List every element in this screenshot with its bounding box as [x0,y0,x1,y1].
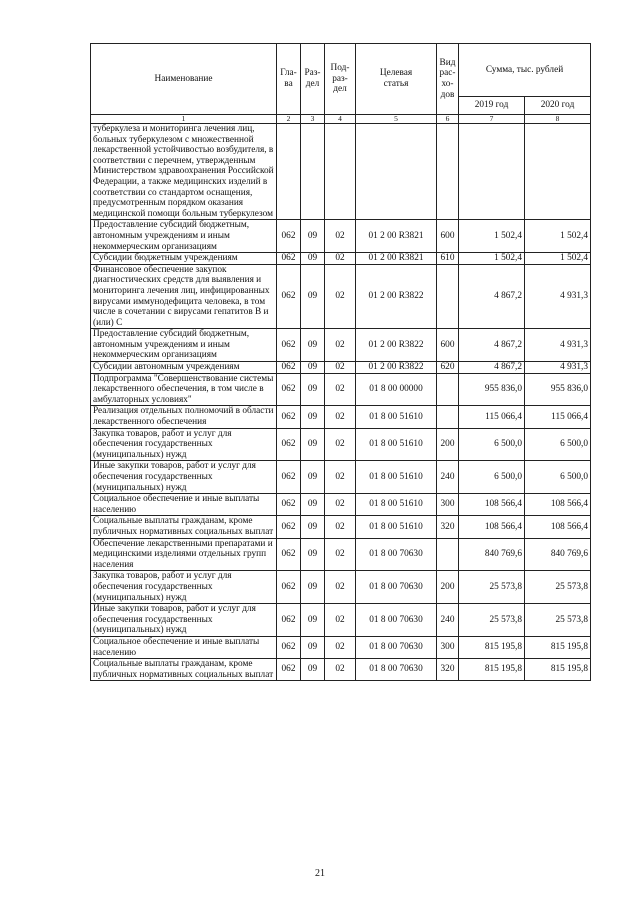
row-sum-2020: 815 195,8 [525,636,591,658]
row-name: Закупка товаров, работ и услуг для обеспечения государственных (муниципальных) нужд [91,428,277,461]
row-name: Иные закупки товаров, работ и услуг для обеспечения государственных (муниципальных) нужд [91,461,277,494]
row-name: Подпрограмма "Совершенствование системы лекарственного обеспечения, в том числе в амбулаторных условиях" [91,373,277,406]
column-number: 7 [459,115,525,124]
table-row [91,636,591,658]
table-row [91,362,591,374]
row-razdel: 09 [301,220,325,253]
table-row [91,124,591,220]
column-number: 3 [301,115,325,124]
row-razdel: 09 [301,538,325,571]
row-glava [277,124,301,220]
row-razdel: 09 [301,253,325,265]
row-sum-2020: 1 502,4 [525,253,591,265]
column-number: 4 [325,115,356,124]
row-name: Социальные выплаты гражданам, кроме публичных нормативных социальных выплат [91,516,277,538]
table-header [91,44,591,124]
table-row [91,461,591,494]
row-sum-2020: 25 573,8 [525,604,591,637]
row-name: Предоставление субсидий бюджетным, автономным учреждениям и иным некоммерческим организациям [91,329,277,362]
row-target-article: 01 8 00 70630 [356,538,437,571]
row-expense-type [437,264,459,329]
row-sum-2020: 4 931,3 [525,264,591,329]
row-glava: 062 [277,373,301,406]
header-sum: Сумма, тыс. рублей [459,44,591,97]
row-target-article: 01 2 00 R3822 [356,329,437,362]
row-expense-type: 200 [437,571,459,604]
row-podrazdel: 02 [325,636,356,658]
table-row [91,659,591,681]
row-target-article [356,124,437,220]
header-target: Целевая статья [356,44,437,115]
row-sum-2020: 115 066,4 [525,406,591,428]
row-target-article: 01 8 00 51610 [356,461,437,494]
header-podrazdel: Под- раз- дел [325,44,356,115]
row-expense-type: 200 [437,428,459,461]
column-number: 2 [277,115,301,124]
row-glava: 062 [277,253,301,265]
row-sum-2020: 108 566,4 [525,494,591,516]
row-target-article: 01 8 00 70630 [356,604,437,637]
row-sum-2019: 1 502,4 [459,253,525,265]
row-glava: 062 [277,494,301,516]
row-razdel: 09 [301,461,325,494]
row-razdel: 09 [301,428,325,461]
row-podrazdel: 02 [325,659,356,681]
row-razdel: 09 [301,373,325,406]
row-name: Субсидии бюджетным учреждениям [91,253,277,265]
header-vid: Вид рас- хо- дов [437,44,459,115]
row-glava: 062 [277,659,301,681]
row-glava: 062 [277,428,301,461]
column-number: 8 [525,115,591,124]
row-name: Финансовое обеспечение закупок диагностических средств для выявления и мониторинга лечения лиц, инфицированных вирусами иммунодефицита человека, в том числе в сочетании с вирусами гепатитов В и (или) С [91,264,277,329]
row-expense-type [437,406,459,428]
row-razdel: 09 [301,406,325,428]
row-target-article: 01 2 00 R3821 [356,253,437,265]
row-glava: 062 [277,571,301,604]
table-row [91,428,591,461]
row-expense-type [437,124,459,220]
table-row [91,373,591,406]
row-podrazdel: 02 [325,428,356,461]
row-name: Обеспечение лекарственными препаратами и медицинскими изделиями отдельных групп населения [91,538,277,571]
column-number: 1 [91,115,277,124]
row-sum-2019 [459,124,525,220]
table-row [91,494,591,516]
row-expense-type [437,538,459,571]
row-glava: 062 [277,636,301,658]
row-glava: 062 [277,604,301,637]
row-name: Реализация отдельных полномочий в области лекарственного обеспечения [91,406,277,428]
table-row [91,538,591,571]
row-podrazdel: 02 [325,406,356,428]
row-target-article: 01 2 00 R3822 [356,362,437,374]
row-sum-2019: 25 573,8 [459,571,525,604]
row-sum-2019: 815 195,8 [459,636,525,658]
header-glava: Гла- ва [277,44,301,115]
row-target-article: 01 8 00 00000 [356,373,437,406]
row-razdel: 09 [301,362,325,374]
row-target-article: 01 2 00 R3822 [356,264,437,329]
row-target-article: 01 2 00 R3821 [356,220,437,253]
row-glava: 062 [277,461,301,494]
row-podrazdel [325,124,356,220]
row-razdel: 09 [301,571,325,604]
row-sum-2020: 815 195,8 [525,659,591,681]
page-number: 21 [315,868,325,879]
row-sum-2020: 25 573,8 [525,571,591,604]
row-sum-2019: 4 867,2 [459,362,525,374]
row-target-article: 01 8 00 51610 [356,494,437,516]
row-sum-2019: 840 769,6 [459,538,525,571]
row-glava: 062 [277,264,301,329]
column-numbers-row [91,115,591,124]
row-expense-type: 610 [437,253,459,265]
budget-table [90,43,591,681]
row-podrazdel: 02 [325,604,356,637]
row-name: Субсидии автономным учреждениям [91,362,277,374]
row-expense-type: 300 [437,494,459,516]
row-sum-2019: 6 500,0 [459,428,525,461]
row-glava: 062 [277,538,301,571]
row-sum-2020: 840 769,6 [525,538,591,571]
table-row [91,329,591,362]
table-row [91,571,591,604]
row-name: туберкулеза и мониторинга лечения лиц, больных туберкулезом с множественной лекарственной устойчивостью возбудителя, в соответствии с перечнем, утвержденным Министерством здравоохранения Российской Федерации, а также медицинских изделий в соответствии со стандартом оснащения, предусмотренным порядком оказания медицинской помощи больным туберкулезом [91,124,277,220]
row-podrazdel: 02 [325,461,356,494]
row-podrazdel: 02 [325,373,356,406]
row-glava: 062 [277,362,301,374]
row-name: Предоставление субсидий бюджетным, автономным учреждениям и иным некоммерческим организациям [91,220,277,253]
column-number: 5 [356,115,437,124]
row-target-article: 01 8 00 70630 [356,571,437,604]
row-glava: 062 [277,406,301,428]
row-sum-2019: 108 566,4 [459,494,525,516]
row-sum-2020: 6 500,0 [525,428,591,461]
row-sum-2020: 1 502,4 [525,220,591,253]
row-podrazdel: 02 [325,220,356,253]
row-podrazdel: 02 [325,516,356,538]
row-sum-2019: 25 573,8 [459,604,525,637]
row-sum-2020: 955 836,0 [525,373,591,406]
row-expense-type [437,373,459,406]
header-year-2020: 2020 год [525,97,591,115]
row-sum-2019: 1 502,4 [459,220,525,253]
row-glava: 062 [277,516,301,538]
row-glava: 062 [277,220,301,253]
table-row [91,604,591,637]
header-name: Наименование [91,44,277,115]
row-razdel: 09 [301,604,325,637]
table-row [91,220,591,253]
row-expense-type: 240 [437,461,459,494]
row-sum-2019: 4 867,2 [459,329,525,362]
row-razdel: 09 [301,264,325,329]
row-podrazdel: 02 [325,329,356,362]
table-row [91,264,591,329]
row-razdel: 09 [301,494,325,516]
row-sum-2020: 108 566,4 [525,516,591,538]
row-razdel: 09 [301,516,325,538]
table-body [91,124,591,681]
row-sum-2019: 115 066,4 [459,406,525,428]
row-podrazdel: 02 [325,571,356,604]
row-target-article: 01 8 00 51610 [356,406,437,428]
row-name: Социальное обеспечение и иные выплаты населению [91,494,277,516]
header-year-2019: 2019 год [459,97,525,115]
row-expense-type: 600 [437,220,459,253]
column-number: 6 [437,115,459,124]
row-sum-2020: 6 500,0 [525,461,591,494]
row-name: Иные закупки товаров, работ и услуг для обеспечения государственных (муниципальных) нужд [91,604,277,637]
row-razdel [301,124,325,220]
row-expense-type: 320 [437,516,459,538]
row-razdel: 09 [301,636,325,658]
table-row [91,516,591,538]
header-razdel: Раз- дел [301,44,325,115]
row-glava: 062 [277,329,301,362]
row-name: Социальные выплаты гражданам, кроме публичных нормативных социальных выплат [91,659,277,681]
row-target-article: 01 8 00 51610 [356,516,437,538]
row-expense-type: 600 [437,329,459,362]
row-sum-2019: 815 195,8 [459,659,525,681]
row-expense-type: 620 [437,362,459,374]
row-target-article: 01 8 00 51610 [356,428,437,461]
row-name: Закупка товаров, работ и услуг для обеспечения государственных (муниципальных) нужд [91,571,277,604]
row-podrazdel: 02 [325,362,356,374]
row-podrazdel: 02 [325,494,356,516]
row-sum-2020: 4 931,3 [525,329,591,362]
row-podrazdel: 02 [325,538,356,571]
row-expense-type: 240 [437,604,459,637]
row-expense-type: 320 [437,659,459,681]
table-row [91,253,591,265]
row-target-article: 01 8 00 70630 [356,636,437,658]
row-name: Социальное обеспечение и иные выплаты населению [91,636,277,658]
row-sum-2020 [525,124,591,220]
row-sum-2020: 4 931,3 [525,362,591,374]
row-expense-type: 300 [437,636,459,658]
row-sum-2019: 6 500,0 [459,461,525,494]
row-podrazdel: 02 [325,253,356,265]
table-row [91,406,591,428]
row-sum-2019: 4 867,2 [459,264,525,329]
row-sum-2019: 955 836,0 [459,373,525,406]
row-podrazdel: 02 [325,264,356,329]
row-sum-2019: 108 566,4 [459,516,525,538]
row-razdel: 09 [301,329,325,362]
row-razdel: 09 [301,659,325,681]
row-target-article: 01 8 00 70630 [356,659,437,681]
